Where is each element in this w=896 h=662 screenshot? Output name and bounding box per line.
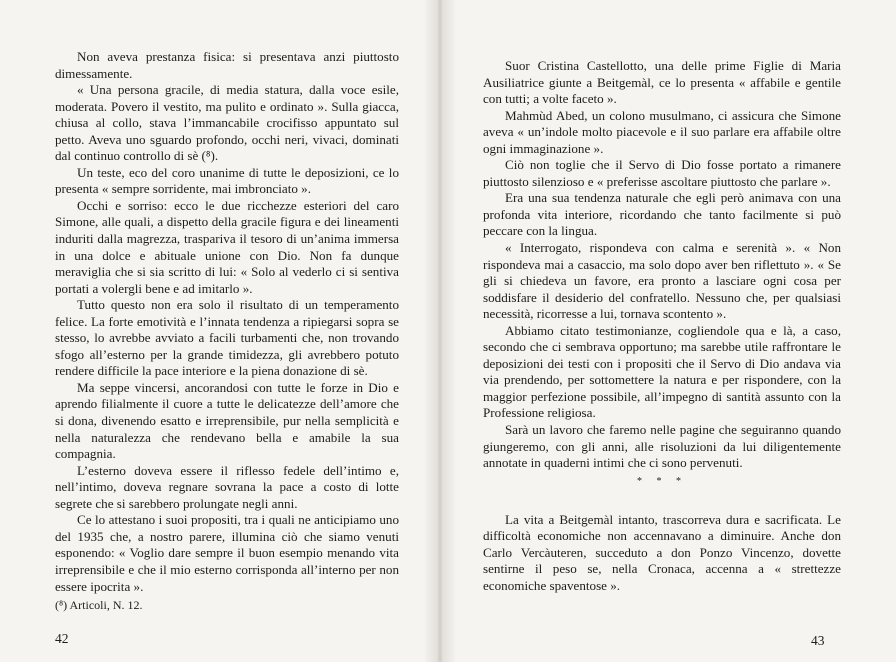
paragraph: Era una sua tendenza naturale che egli però animava con una profonda vita interiore, ricordando che tanto facilmente si può peccare con la lingua. [483,190,841,239]
paragraph: Mahmùd Abed, un colono musulmano, ci assicura che Simone aveva « un’indole molto piacevole e il suo parlare era affabile oltre ogni immaginazione ». [483,107,841,156]
paragraph: Un teste, eco del coro unanime di tutte le deposizioni, ce lo presenta « sempre sorridente, mai imbronciato ». [55,164,399,197]
section-gap [483,490,841,512]
right-page [446,0,896,662]
paragraph: Non aveva prestanza fisica: si presentava anzi piuttosto dimessamente. [55,49,399,81]
paragraph: L’esterno doveva essere il riflesso fedele dell’intimo e, nell’intimo, doveva regnare sovrana la pace a costo di lotte segrete che si sarebbero prolungate negli anni. [55,462,399,511]
page-number: 43 [811,633,825,648]
paragraph: Ce lo attestano i suoi propositi, tra i quali ne anticipiamo uno del 1935 che, a nostro parere, illumina ciò che siamo venuti esponendo: « Voglio dare sempre il buon esempio menando vita irreprensibile e che il mio esterno corrisponda all’interno per non essere ipocrita ». [55,512,399,594]
right-page-text [483,58,841,594]
paragraph: Abbiamo citato testimonianze, cogliendole qua e là, a caso, secondo che ci sembrava opportuno; ma sarebbe utile raffrontare le deposizioni dei testi con i propositi che il Servo di Dio andava via via prendendo, per sottomettere la natura e per rispondere, con la maggior perfezione possibile, all’impegno di santità assunto con la Professione religiosa. [483,322,841,421]
paragraph: Tutto questo non era solo il risultato di un temperamento felice. La forte emotività e l’innata tendenza a ripiegarsi sopra se stesso, lo avrebbe avviato a facili turbamenti che, non trovando sfogo all’esterno per la grande timidezza, gli avrebbero potuto rendere difficile la pace interiore e la piena donazione di sè. [55,297,399,379]
paragraph: « Una persona gracile, di media statura, dalla voce esile, moderata. Povero il vestito, ma pulito e ordinato ». Sulla giacca, chiusa al collo, stava l’immancabile crocifisso appuntato sul petto. Aveva uno sguardo profondo, occhi neri, vivaci, dominati dal continuo controllo di sè (⁸). [55,82,399,164]
paragraph: Suor Cristina Castellotto, una delle prime Figlie di Maria Ausiliatrice giunte a Beitgemàl, ce lo presenta « affabile e gentile con tutti; a volte faceto ». [483,58,841,107]
page-number: 42 [55,631,69,646]
left-page [0,0,446,662]
section-separator: * * * [637,475,687,487]
paragraph: « Interrogato, rispondeva con calma e serenità ». « Non rispondeva mai a casaccio, ma solo dopo aver ben riflettuto ». « Se gli si chiedeva un favore, era pronto a lasciare ogni cosa per soddisfare il desiderio del confratello. Nessuno che, per qualsiasi necessità, ricorresse a lui, tornava scontento ». [483,240,841,322]
paragraph: Sarà un lavoro che faremo nelle pagine che seguiranno quando giungeremo, con gli anni, alle risoluzioni da lui diligentemente annotate in quaderni intimi che ci sono pervenuti. [483,422,841,471]
paragraph: Occhi e sorriso: ecco le due ricchezze esteriori del caro Simone, alle quali, a dispetto della gracile figura e dei lineamenti induriti dalla magrezza, traspariva il tesoro di un’anima immersa in una dolce e abituale unione con Dio. Non fa dunque meraviglia che si sia scritto di lui: « Solo al vederlo ci si sentiva portati a volergli bene e ad imitarlo ». [55,197,399,296]
paragraph: Ciò non toglie che il Servo di Dio fosse portato a rimanere piuttosto silenzioso e « preferisse ascoltare piuttosto che parlare ». [483,157,841,189]
paragraph: Ma seppe vincersi, ancorandosi con tutte le forze in Dio e aprendo filialmente il cuore a tutte le delicatezze dell’amore che si dona, divenendo esatto e irreprensibile, pur nella semplicità e nella naturalezza che rendevano bella e amabile la sua compagnia. [55,379,399,462]
paragraph: La vita a Beitgemàl intanto, trascorreva dura e sacrificata. Le difficoltà economiche non accennavano a diminuire. Anche don Carlo Vercàuteren, succeduto a don Ponzo Vincenzo, dovette sentirne il peso se, nella Cronaca, accenna a « strettezze economiche spaventose ». [483,511,841,593]
left-page-text [55,49,399,595]
footnote: (⁸) Articoli, N. 12. [55,598,143,612]
